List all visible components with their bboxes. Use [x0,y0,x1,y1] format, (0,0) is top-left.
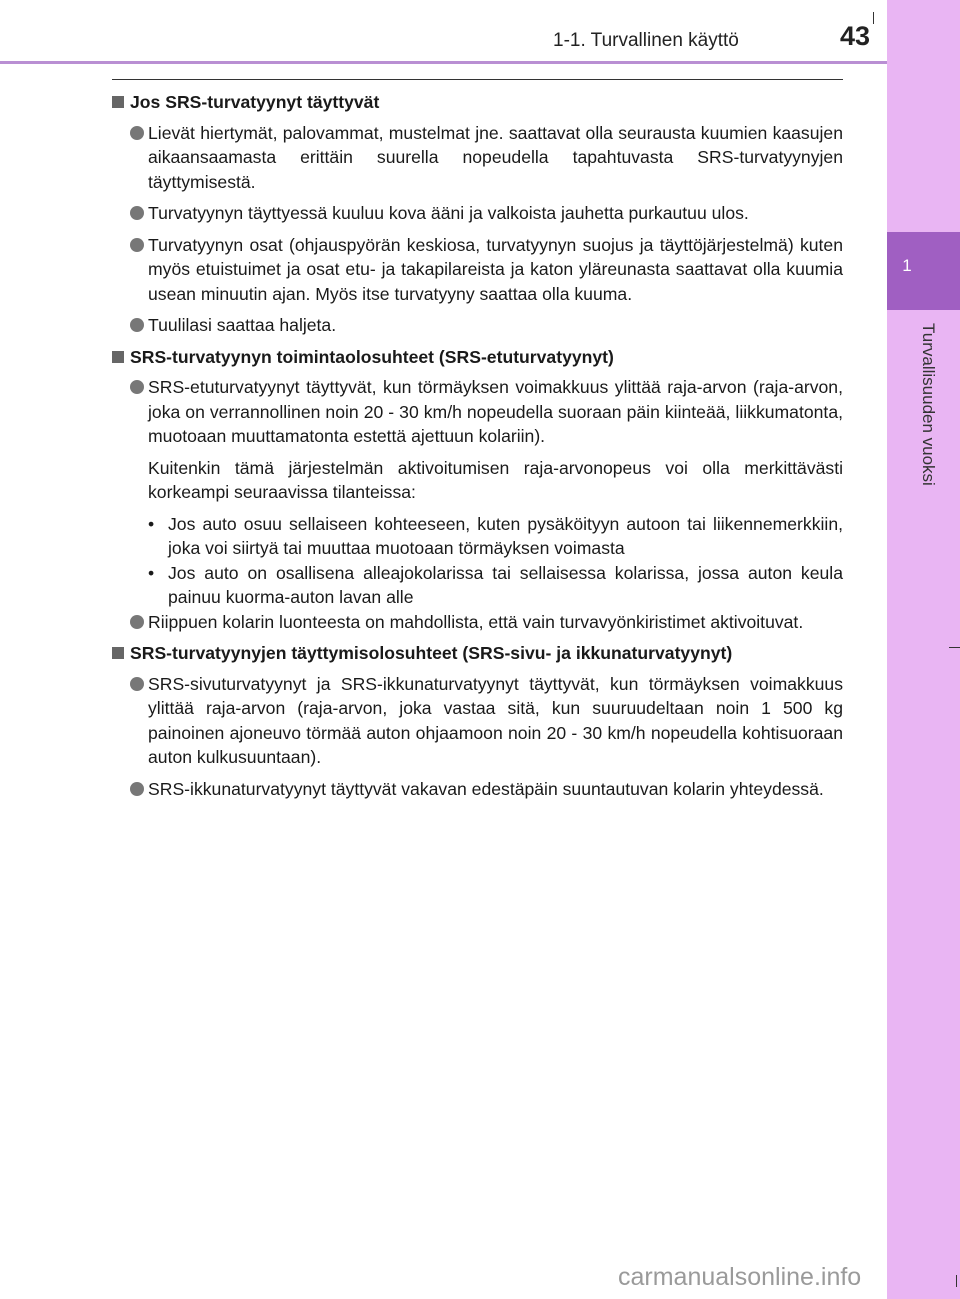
square-bullet-icon [112,647,124,659]
list-item-text: Riippuen kolarin luonteesta on mahdollista, että vain turvavyönkiristimet aktivoituvat. [148,611,804,632]
condition-item-text: Jos auto on osallisena alleajokolarissa tai sellaisessa kolarissa, jossa auton keula painuu kuorma-auton lavan alle [168,562,843,607]
dot-marker: • [148,562,155,583]
crop-mark [873,12,874,24]
list-item-text: Turvatyynyn täyttyessä kuuluu kova ääni ja valkoista jauhetta purkautuu ulos. [148,203,749,223]
header-divider [0,61,887,64]
round-bullet-icon [130,380,144,394]
round-bullet-icon [130,782,144,796]
section-heading-text: SRS-turvatyynyn toimintaolosuhteet (SRS-etuturvatyynyt) [130,346,614,367]
round-bullet-icon [130,677,144,691]
section-airbags-deployed [112,90,843,338]
list-item [112,313,843,338]
dot-marker: • [148,513,155,534]
list-item [112,233,843,307]
section-front-airbag-conditions [112,345,843,635]
list-item [112,672,843,770]
square-bullet-icon [112,96,124,108]
watermark: carmanualsonline.info [618,1263,862,1291]
round-bullet-icon [130,238,144,252]
running-header-section: 1-1. Turvallinen käyttö [553,30,739,51]
list-item-text: Turvatyynyn osat (ohjauspyörän keskiosa, turvatyynyn suojus ja täyttöjärjestelmä) kuten myös etuistuimet ja osat etu- ja takapilareista ja katon yläreunasta saattavat olla kuumia usean minuutin ajan. Myös itse turvatyyny saattaa olla kuuma. [148,234,843,304]
section-heading-text: Jos SRS-turvatyynyt täyttyvät [130,92,380,112]
list-item-text: SRS-ikkunaturvatyynyt täyttyvät vakavan edestäpäin suuntautuvan kolarin yhteydessä. [148,778,824,799]
note-paragraph: Kuitenkin tämä järjestelmän aktivoitumisen raja-arvonopeus voi olla merkittävästi korkeampi seuraavissa tilanteissa: [148,457,843,502]
list-item [112,201,843,226]
square-bullet-icon [112,351,124,363]
section-heading-text: SRS-turvatyynyjen täyttymisolosuhteet (SRS-sivu- ja ikkunaturvatyynyt) [130,643,733,663]
round-bullet-icon [130,206,144,220]
content-top-rule [112,79,843,80]
crop-mark [949,647,960,648]
list-item-text: SRS-etuturvatyynyt täyttyvät, kun törmäyksen voimakkuus ylittää raja-arvon (raja-arvon, joka on verrannollinen noin 20 - 30 km/h nopeudella suoraan päin kiinteää, liikkumatonta, muotoaan muuttamatonta estettä ajettuun kolariin). [148,377,843,446]
section-heading [112,90,843,115]
condition-item-text: Jos auto osuu sellaiseen kohteeseen, kuten pysäköityyn autoon tai liikennemerkkiin, joka voi siirtyä tai muuttaa muotoaan törmäyksen voimasta [168,513,843,558]
condition-item [148,512,843,561]
section-heading [112,641,843,666]
round-bullet-icon [130,318,144,332]
list-item [112,375,843,449]
page-number: 43 [840,21,871,51]
crop-mark [956,1275,957,1287]
list-item-text: SRS-sivuturvatyynyt ja SRS-ikkunaturvatyynyt täyttyvät, kun törmäyksen voimakkuus ylittää raja-arvon (raja-arvon, joka vastaa sitä, kun suuruudeltaan noin 1 500 kg painoinen ajoneuvo törmää auton ohjaamoon noin 20 - 30 km/h nopeudella kohtisuoraan auton kulkusuuntaan). [148,673,843,767]
round-bullet-icon [130,615,144,629]
list-item [112,777,843,802]
chapter-number: 1 [902,256,912,275]
chapter-side-tab [887,0,960,1299]
list-item-text: Tuulilasi saattaa haljeta. [148,315,337,335]
page-body [112,90,843,808]
condition-item [148,561,843,610]
chapter-title: Turvallisuuden vuoksi [919,323,938,486]
condition-list [112,512,843,610]
list-item-text: Lievät hiertymät, palovammat, mustelmat jne. saattavat olla seurausta kuumien kaasujen aikaansaamasta erittäin suurella nopeudella tapahtuvasta SRS-turvatyynyjen täyttymisestä. [148,122,843,192]
section-side-curtain-airbag-conditions [112,641,843,801]
list-item [112,610,843,635]
list-item [112,121,843,195]
section-heading [112,345,843,370]
round-bullet-icon [130,126,144,140]
